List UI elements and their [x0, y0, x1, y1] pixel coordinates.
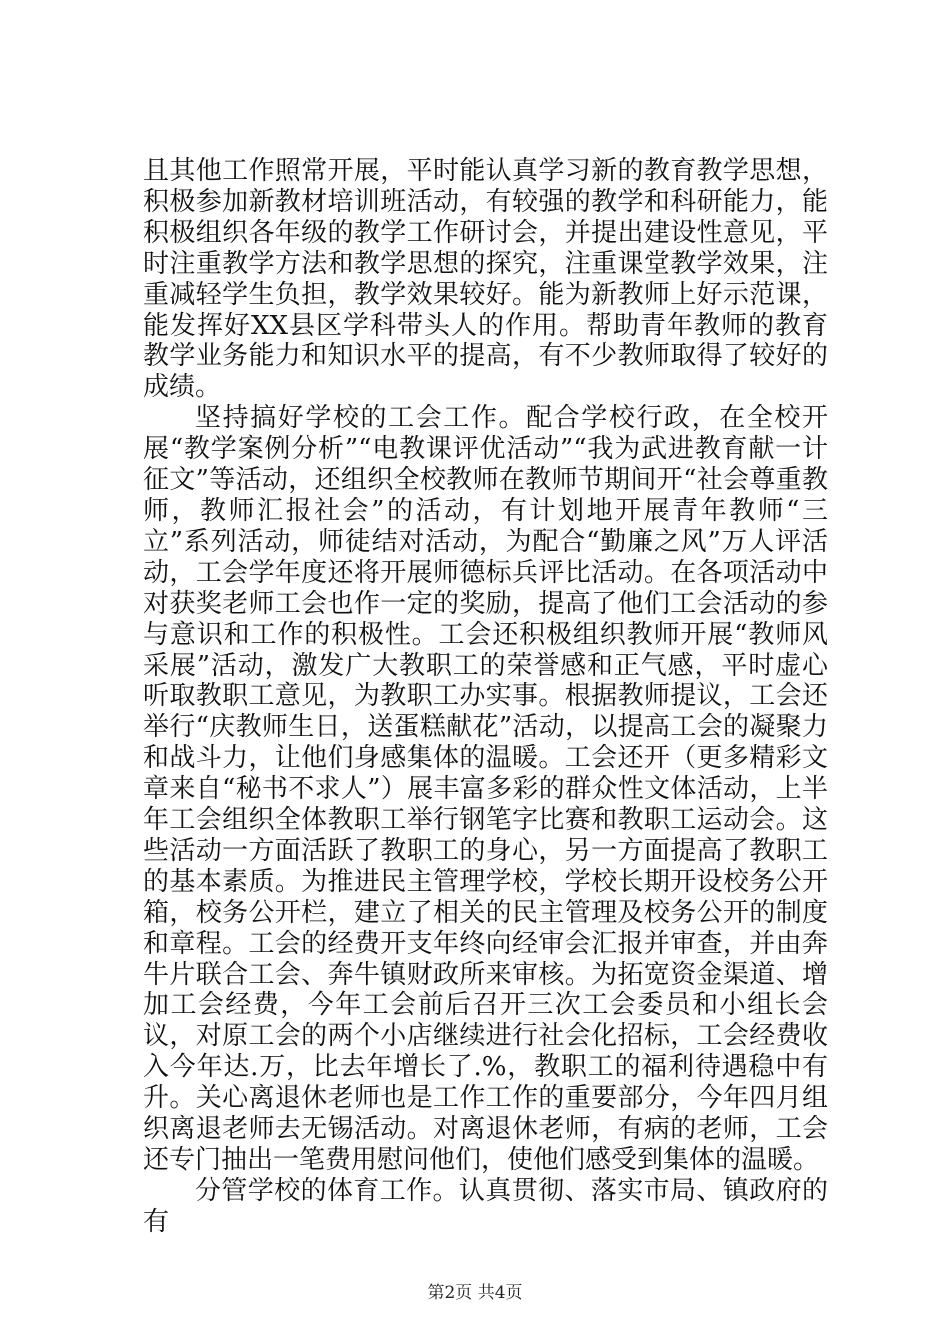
paragraph-1: 且其他工作照常开展，平时能认真学习新的教育教学思想，积极参加新教材培训班活动，有较强的教学和科研能力，能积极组织各年级的教学工作研讨会，并提出建设性意见，平时注重教学方法和教学思想的探究，注重课堂教学效果，注重减轻学生负担，教学效果较好。能为新教师上好示范课，能发挥好XX县区学科带头人的作用。帮助青年教师的教育教学业务能力和知识水平的提高，有不少教师取得了较好的成绩。: [143, 156, 828, 403]
paragraph-2: 坚持搞好学校的工会工作。配合学校行政，在全校开展“教学案例分析”“电教课评优活动”“我为武进教育献一计征文”等活动，还组织全校教师在教师节期间开“社会尊重教师，教师汇报社会”的活动，有计划地开展青年教师“三立”系列活动，师徒结对活动，为配合“勤廉之风”万人评活动，工会学年度还将开展师德标兵评比活动。在各项活动中对获奖老师工会也作一定的奖励，提高了他们工会活动的参与意识和工作的积极性。工会还积极组织教师开展“教师风采展”活动，激发广大教职工的荣誉感和正气感，平时虚心听取教职工意见，为教职工办实事。根据教师提议，工会还举行“庆教师生日，送蛋糕献花”活动，以提高工会的凝聚力和战斗力，让他们身感集体的温暖。工会还开（更多精彩文章来自“秘书不求人”）展丰富多彩的群众性文体活动，上半年工会组织全体教职工举行钢笔字比赛和教职工运动会。这些活动一方面活跃了教职工的身心，另一方面提高了教职工的基本素质。为推进民主管理学校，学校长期开设校务公开箱，校务公开栏，建立了相关的民主管理及校务公开的制度和章程。工会的经费开支年终向经审会汇报并审查，并由奔牛片联合工会、奔牛镇财政所来审核。为拓宽资金渠道、增加工会经费，今年工会前后召开三次工会委员和小组长会议，对原工会的两个小店继续进行社会化招标，工会经费收入今年达.万，比去年增长了.%，教职工的福利待遇稳中有升。关心离退休老师也是工作工作的重要部分，今年四月组织离退老师去无锡活动。对离退休老师，有病的老师，工会还专门抽出一笔费用慰问他们，使他们感受到集体的温暖。: [143, 403, 828, 1175]
paragraph-3: 分管学校的体育工作。认真贯彻、落实市局、镇政府的有: [143, 1175, 828, 1237]
document-body: [143, 156, 828, 1238]
page-footer: 第2页 共4页: [427, 1283, 523, 1303]
